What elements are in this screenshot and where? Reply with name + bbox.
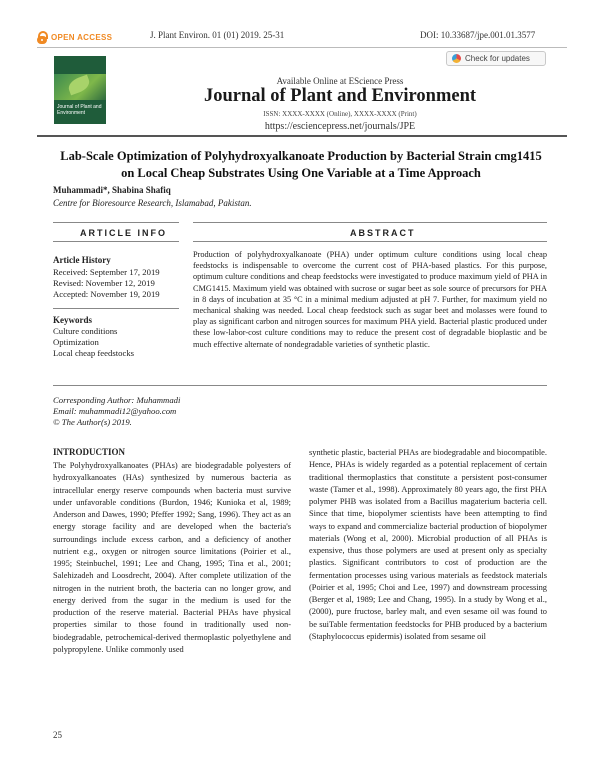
page-number: 25 [53, 730, 62, 740]
introduction-heading: INTRODUCTION [53, 447, 126, 457]
journal-title: Journal of Plant and Environment [203, 86, 477, 106]
front-matter-rule [53, 385, 547, 386]
doi-link[interactable]: DOI: 10.33687/jpe.001.01.3577 [420, 30, 536, 40]
open-access-logo [37, 31, 112, 44]
corresponding-author: Corresponding Author: Muhammadi [53, 395, 181, 405]
availability-note: Available Online at EScience Press [276, 76, 404, 86]
affiliation: Centre for Bioresource Research, Islamabad, Pakistan. [53, 198, 252, 208]
introduction-right-column: synthetic plastic, bacterial PHAs are biodegradable and biocompatible. Hence, PHAs is widely regarded as a potential replacement of certain traditional thermoplastics that constitute a persistent post-consumer waste (Tamer et al., 1998). Approximately 80 years ago, the first PHA polymer PHB was isolated from a Bacillus magaterium bacteria cell. Since that time, biopolymer scientists have been attempting to find ways to expand and commercialize bacterial production of biopolymer materials (Wong et al, 2000). Microbial production of all PHAs is expensive, thus those polymers are used at present only as specialty plastics. Significant contributors to cost of production are the fermentation processes using various materials as feedstock materials (Poirier et al, 1995; Choi and Lee, 1997) and downstream processing (Berger et al, 1989; Lee and Chang, 1995). In a study by Wong et al., (2000), pure fructose, barley malt, and even sesame oil was found to be suiTable fermentation feedstocks for PHB produced by a bacterium (Staphylococcus epidermis) isolated from sesame oil [309, 448, 547, 641]
issn-line: ISSN: XXXX-XXXX (Online), XXXX-XXXX (Print) [263, 110, 417, 118]
accepted-date: Accepted: November 19, 2019 [53, 289, 160, 299]
check-for-updates-label: Check for updates [465, 54, 530, 63]
abstract-top-rule [193, 222, 547, 223]
abstract-heading: ABSTRACT [350, 228, 416, 238]
crossmark-icon [452, 54, 461, 63]
article-history-title: Article History [53, 255, 111, 265]
masthead-divider [37, 135, 567, 137]
abstract-text: Production of polyhydroxyalkanoate (PHA) under optimum culture conditions using local cheap feedstocks is indispensable to overcome the current cost of PHA-based plastics. For this purpose, optimum culture conditions and cheap feedstocks were investigated to produce maximum yield of PHA in CMG1415. Maximum yield was obtained with sucrose or sugar beet as sole source of precursors for PHA in 8 days of incubation at 35 °C in a minimal medium adjusted at pH 7. Further, for maximum yield no mechanical shaking was needed. Local cheap feedstock such as sugar beet and molasses were found to play as significant carbon and nitrogen sources for maximum PHA yield. Bacterial plastic produced under these low-labor-cost culture conditions may to reduce the present cost of degradable bioplastic and be much effective alternate of nondegradable varieties of synthetic plastic. [193, 250, 547, 349]
correspondence-block [53, 395, 180, 428]
keywords-rule [53, 308, 179, 309]
keyword-item: Culture conditions [53, 326, 118, 336]
open-access-label: OPEN ACCESS [51, 33, 113, 42]
header-divider [37, 47, 567, 48]
cover-title: Journal of Plant and Environment [57, 104, 102, 116]
received-date: Received: September 17, 2019 [53, 267, 160, 277]
open-access-lock-icon [37, 31, 47, 44]
introduction-left-column: The Polyhydroxyalkanoates (PHAs) are biodegradable polyesters of hydroxyalkanoates (HAs) synthesized by numerous bacteria as intracellular energy reserve compounds when bacteria must survive under unfavorable conditions (Burdon, 1946; Kunioka et al, 1989; Anderson and Dawes, 1990; Pfeffer 1992; Sang, 1996). They act as an energy storage facility and are developed when the bacteria's surroundings include excess carbon, and a deficiency of another nutrient e.g., oxygen or nitrogen source limitations (Poirier et al., 1995; Steinbuchel, 1991; Lee and Chang, 1995; Tina et al., 2001; Salehizadeh and Loosdrecht, 2004). After complete utilization of the nitrogen in the nutrient broth, the bacteria can no longer grow, and energy derived from the sugar in the medium is used for the production of the reserve material. Bacterial PHAs have physical properties similar to those found in traditionally used non-biodegradable, petrochemical-derived thermoplastic polyethylene and polypropylene. Unlike commonly used [53, 461, 291, 654]
article-info-heading: ARTICLE INFO [80, 228, 167, 238]
revised-date: Revised: November 12, 2019 [53, 278, 155, 288]
keywords-title: Keywords [53, 315, 92, 325]
author-list: Muhammadi*, Shabina Shafiq [53, 185, 171, 195]
journal-citation: J. Plant Environ. 01 (01) 2019. 25-31 [150, 30, 285, 40]
keyword-item: Optimization [53, 337, 99, 347]
author-email[interactable]: Email: muhammadi12@yahoo.com [53, 406, 177, 416]
keyword-item: Local cheap feedstocks [53, 348, 135, 358]
article-info-bottom-rule [53, 241, 179, 242]
abstract-bottom-rule [193, 241, 547, 242]
journal-url-link[interactable]: https://esciencepress.net/journals/JPE [264, 121, 416, 132]
article-info-top-rule [53, 222, 179, 223]
paper-title: Lab-Scale Optimization of Polyhydroxyalkanoate Production by Bacterial Strain cmg1415 on Local Cheap Substrates Using One Variable at a Time Approach [60, 149, 542, 180]
check-for-updates-button[interactable] [446, 51, 546, 66]
copyright-notice: © The Author(s) 2019. [53, 417, 132, 427]
journal-cover-image [54, 56, 106, 124]
